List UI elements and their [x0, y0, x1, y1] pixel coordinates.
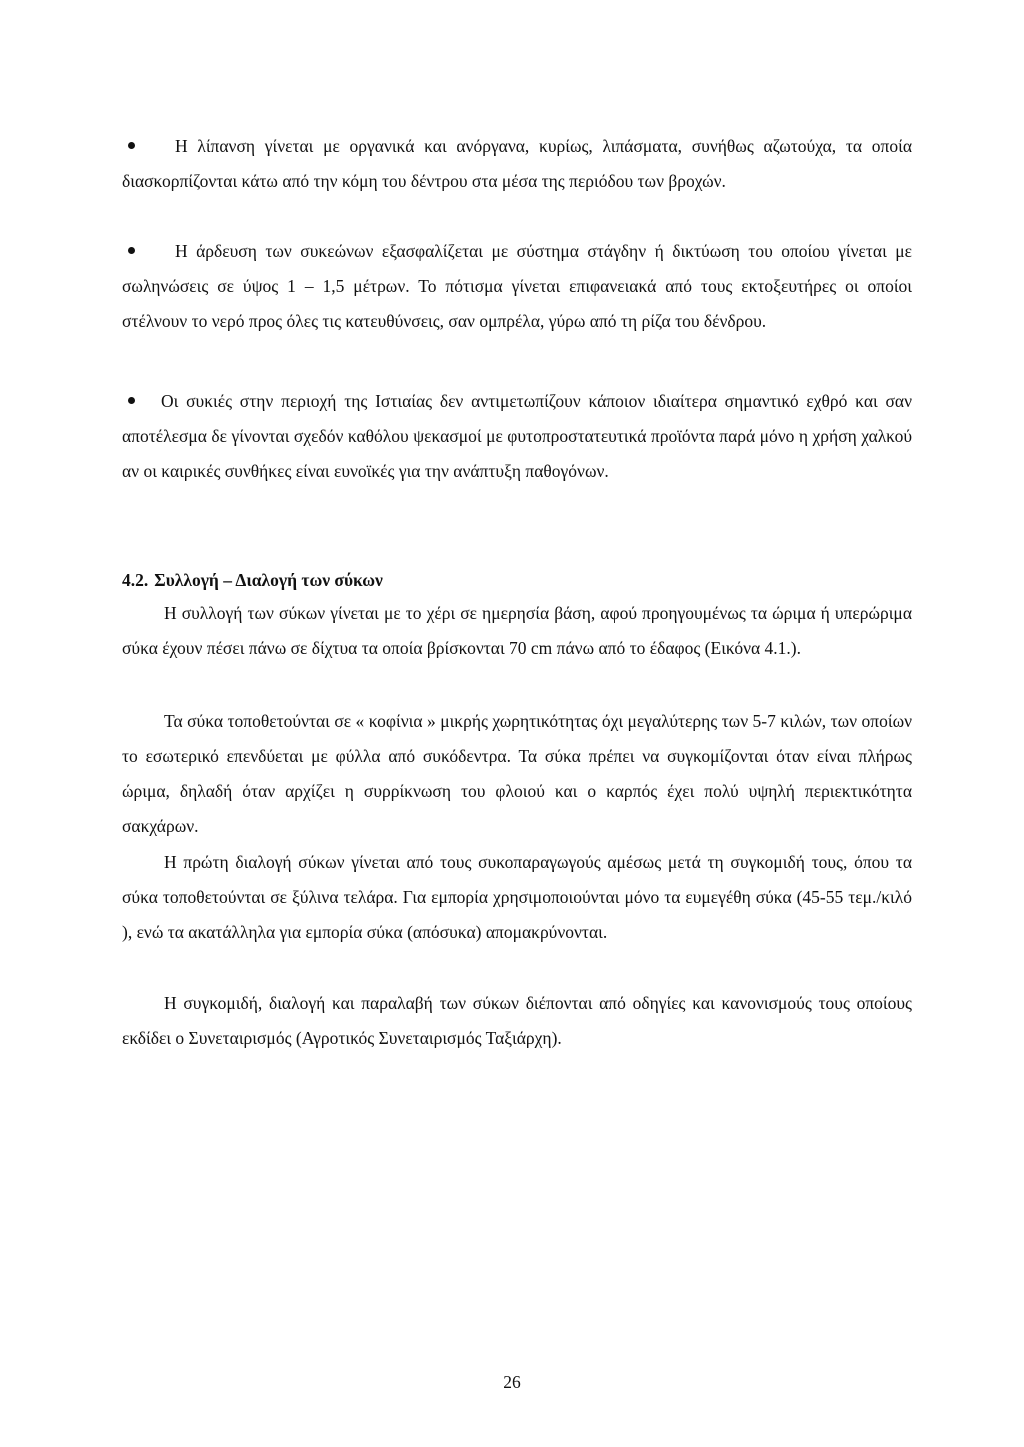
section-title: Συλλογή – Διαλογή των σύκων — [154, 570, 383, 590]
paragraph-sorting: Η πρώτη διαλογή σύκων γίνεται από τους συκοπαραγωγούς αμέσως μετά τη συγκομιδή τους, όπου τα σύκα τοποθετούνται σε ξύλινα τελάρα. Για εμπορία χρησιμοποιούνται μόνο τα ευμεγέθη σύκα (45-55 τεμ./κιλό ), ενώ τα ακατάλληλα για εμπορία σύκα (απόσυκα) απομακρύνονται. — [122, 852, 912, 942]
bullet-text: Η λίπανση γίνεται με οργανικά και ανόργανα, κυρίως, λιπάσματα, συνήθως αζωτούχα, τα οποία διασκορπίζονται κάτω από την κόμη του δέντρου στα μέσα της περιόδου των βροχών. — [122, 136, 912, 191]
bullet-item-fertilization — [122, 129, 912, 199]
paragraph-baskets: Τα σύκα τοποθετούνται σε « κοφίνια » μικρής χωρητικότητας όχι μεγαλύτερης των 5-7 κιλών, των οποίων το εσωτερικό επενδύεται με φύλλα από συκόδεντρα. Τα σύκα πρέπει να συγκομίζονται όταν είναι πλήρως ώριμα, δηλαδή όταν αρχίζει η συρρίκνωση του φλοιού και ο καρπός έχει πολύ υψηλή περιεκτικότητα σακχάρων. — [122, 711, 912, 836]
bullet-text: Οι συκιές στην περιοχή της Ιστιαίας δεν αντιμετωπίζουν κάποιον ιδιαίτερα σημαντικό εχθρό και σαν αποτέλεσμα δε γίνονται σχεδόν καθόλου ψεκασμοί με φυτοπροστατευτικά προϊόντα παρά μόνο η χρήση χαλκού αν οι καιρικές συνθήκες είναι ευνοϊκές για την ανάπτυξη παθογόνων. — [122, 391, 912, 481]
bullet-item-irrigation — [122, 234, 912, 339]
page-number: 26 — [503, 1372, 521, 1392]
bullet-icon — [128, 142, 135, 149]
bullet-item-pests — [122, 384, 912, 489]
paragraph-regulations: Η συγκομιδή, διαλογή και παραλαβή των σύκων διέπονται από οδηγίες και κανονισμούς τους οποίους εκδίδει ο Συνεταιρισμός (Αγροτικός Συνεταιρισμός Ταξιάρχη). — [122, 993, 912, 1048]
section-number: 4.2. — [122, 570, 149, 590]
bullet-icon — [128, 397, 135, 404]
bullet-text: Η άρδευση των συκεώνων εξασφαλίζεται με σύστημα στάγδην ή δικτύωση του οποίου γίνεται με σωληνώσεις σε ύψος 1 – 1,5 μέτρων. Το πότισμα γίνεται επιφανειακά από τους εκτοξευτήρες οι οποίοι στέλνουν το νερό προς όλες τις κατευθύνσεις, σαν ομπρέλα, γύρω από τη ρίζα του δένδρου. — [122, 241, 912, 331]
paragraph-collection: Η συλλογή των σύκων γίνεται με το χέρι σε ημερησία βάση, αφού προηγουμένως τα ώριμα ή υπερώριμα σύκα έχουν πέσει πάνω σε δίχτυα τα οποία βρίσκονται 70 cm πάνω από το έδαφος (Εικόνα 4.1.). — [122, 603, 912, 658]
bullet-icon — [128, 247, 135, 254]
section-heading — [122, 565, 383, 595]
